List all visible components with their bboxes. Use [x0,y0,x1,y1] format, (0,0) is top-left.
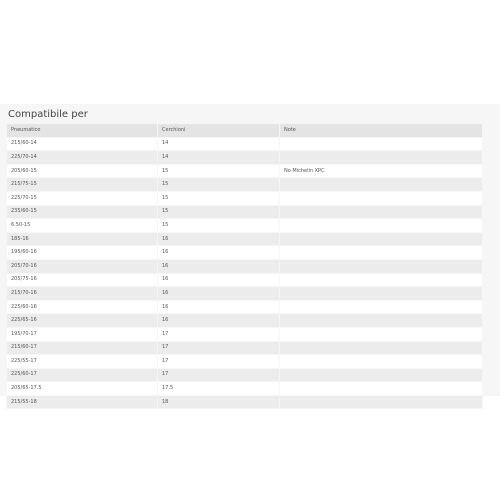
table-row [7,327,483,341]
column-header-note: Note [280,124,483,138]
table-row [7,246,483,260]
cell-note [280,191,483,205]
table-row [7,368,483,382]
cell-rim: 16 [158,232,280,246]
cell-note [280,368,483,382]
table-row [7,232,483,246]
cell-note [280,273,483,287]
cell-rim: 17 [158,355,280,369]
cell-tyre: 225/70-15 [7,191,158,205]
table-row [7,151,483,165]
table-header-row [7,124,483,138]
cell-note [280,300,483,314]
cell-tyre: 195/60-16 [7,246,158,260]
table-row [7,164,483,178]
cell-note [280,395,483,409]
column-header-pneumatico: Pneumatico [7,124,158,138]
section-title: Compatibile per [8,109,88,120]
cell-tyre: 6.50-15 [7,219,158,233]
table-row [7,355,483,369]
table-row [7,287,483,301]
table-row [7,205,483,219]
cell-note [280,259,483,273]
cell-rim: 15 [158,191,280,205]
cell-note [280,151,483,165]
cell-rim: 14 [158,137,280,151]
cell-rim: 16 [158,314,280,328]
cell-tyre: 235/60-15 [7,205,158,219]
cell-note: No Michelin XPC [280,164,483,178]
cell-rim: 16 [158,273,280,287]
table-row [7,314,483,328]
cell-tyre: 185-16 [7,232,158,246]
cell-tyre: 215/75-15 [7,178,158,192]
cell-rim: 16 [158,246,280,260]
cell-note [280,246,483,260]
table-row [7,382,483,396]
cell-rim: 16 [158,287,280,301]
table-row [7,300,483,314]
cell-note [280,219,483,233]
cell-tyre: 215/70-16 [7,287,158,301]
table-row [7,259,483,273]
cell-rim: 17.5 [158,382,280,396]
cell-rim: 16 [158,259,280,273]
column-header-cerchioni: Cerchioni [158,124,280,138]
cell-tyre: 215/60-14 [7,137,158,151]
cell-rim: 17 [158,368,280,382]
cell-rim: 15 [158,219,280,233]
cell-note [280,178,483,192]
cell-tyre: 215/55-18 [7,395,158,409]
cell-rim: 14 [158,151,280,165]
cell-rim: 18 [158,395,280,409]
cell-tyre: 195/70-17 [7,327,158,341]
cell-tyre: 205/70-16 [7,259,158,273]
cell-rim: 15 [158,205,280,219]
cell-rim: 15 [158,164,280,178]
cell-tyre: 225/65-16 [7,314,158,328]
cell-rim: 17 [158,327,280,341]
cell-note [280,355,483,369]
cell-rim: 15 [158,178,280,192]
cell-note [280,314,483,328]
table-row [7,178,483,192]
cell-note [280,287,483,301]
cell-note [280,341,483,355]
cell-tyre: 205/75-16 [7,273,158,287]
cell-tyre: 215/60-17 [7,341,158,355]
cell-tyre: 225/60-16 [7,300,158,314]
cell-tyre: 225/60-17 [7,368,158,382]
table-row [7,341,483,355]
compatibility-table [6,123,483,409]
cell-tyre: 225/55-17 [7,355,158,369]
cell-rim: 16 [158,300,280,314]
table-row [7,273,483,287]
cell-note [280,137,483,151]
cell-tyre: 205/65-17.5 [7,382,158,396]
cell-note [280,205,483,219]
table-row [7,395,483,409]
cell-tyre: 205/60-15 [7,164,158,178]
cell-note [280,382,483,396]
cell-rim: 17 [158,341,280,355]
table-row [7,137,483,151]
cell-note [280,327,483,341]
cell-note [280,232,483,246]
cell-tyre: 225/70-14 [7,151,158,165]
table-row [7,191,483,205]
table-row [7,219,483,233]
